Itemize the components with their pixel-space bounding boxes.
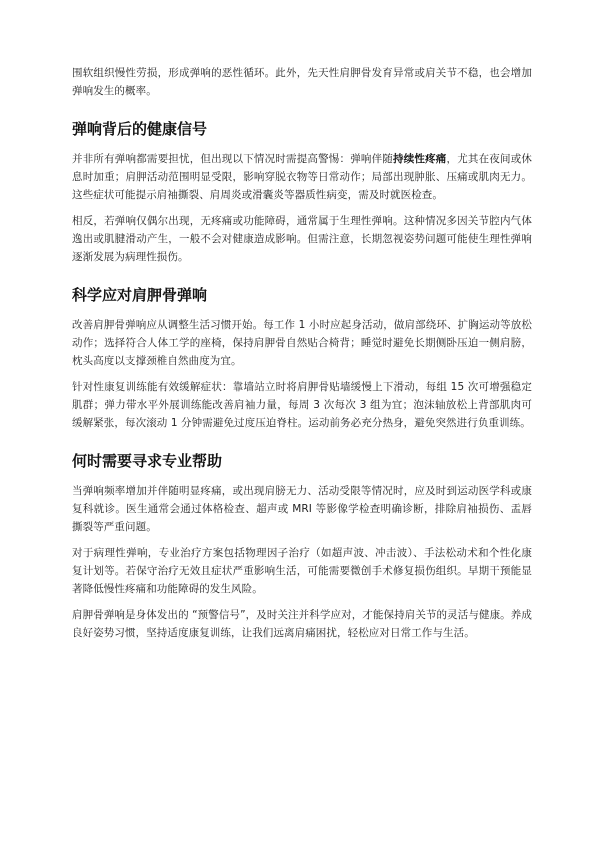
intro-paragraph: 围软组织慢性劳损，形成弹响的恶性循环。此外，先天性肩胛骨发育异常或肩关节不稳，也会增加弹响发生的概率。 [72,67,532,97]
paragraph-text: ，尤其在夜间或休息时加重；肩胛活动范围明显受限，影响穿脱衣物等日常动作；局部出现肿胀、压痛或肌肉无力。这些症状可能提示肩袖撕裂、肩周炎或滑囊炎等器质性病变，需及时就医检查。 [72,153,532,201]
section-heading-scientific-response: 科学应对肩胛骨弹响 [72,286,208,304]
document-page [72,64,532,650]
paragraph-text: 并非所有弹响都需要担忧，但出现以下情况时需提高警惕：弹响伴随 [72,153,393,165]
paragraph-physiological-snapping: 相反，若弹响仅偶尔出现，无疼痛或功能障碍，通常属于生理性弹响。这种情况多因关节腔内气体逸出或肌腱滑动产生，一般不会对健康造成影响。但需注意，长期忽视姿势问题可能使生理性弹响逐渐发展为病理性损伤。 [72,215,532,263]
paragraph-conclusion: 肩胛骨弹响是身体发出的 “预警信号”，及时关注并科学应对，才能保持肩关节的灵活与健康。养成良好姿势习惯，坚持适度康复训练，让我们远离肩痛困扰，轻松应对日常工作与生活。 [72,609,532,639]
paragraph-warning-signs [72,150,532,204]
paragraph-when-to-see-doctor: 当弹响频率增加并伴随明显疼痛，或出现肩膀无力、活动受限等情况时，应及时到运动医学科或康复科就诊。医生通常会通过体格检查、超声或 MRI 等影像学检查明确诊断，排除肩袖损伤、盂唇撕裂等严重问题。 [72,485,532,533]
section-heading-health-signals: 弹响背后的健康信号 [72,120,208,138]
paragraph-treatment-options: 对于病理性弹响，专业治疗方案包括物理因子治疗（如超声波、冲击波）、手法松动术和个性化康复计划等。若保守治疗无效且症状严重影响生活，可能需要微创手术修复损伤组织。早期干预能显著降低慢性疼痛和功能障碍的发生风险。 [72,547,532,595]
section-heading-professional-help: 何时需要寻求专业帮助 [72,452,223,470]
emphasis-persistent-pain: 持续性疼痛 [393,153,447,165]
paragraph-lifestyle-habits: 改善肩胛骨弹响应从调整生活习惯开始。每工作 1 小时应起身活动，做肩部绕环、扩胸运动等放松动作；选择符合人体工学的座椅，保持肩胛骨自然贴合椅背；睡觉时避免长期侧卧压迫一侧肩膀，枕头高度以支撑颈椎自然曲度为宜。 [72,319,532,367]
paragraph-rehab-training: 针对性康复训练能有效缓解症状：靠墙站立时将肩胛骨贴墙缓慢上下滑动，每组 15 次可增强稳定肌群；弹力带水平外展训练能改善肩袖力量，每周 3 次每次 3 组为宜；泡沫轴放松上背部肌肉可缓解紧张，每次滚动 1 分钟需避免过度压迫脊柱。运动前务必充分热身，避免突然进行负重训练。 [72,381,532,429]
